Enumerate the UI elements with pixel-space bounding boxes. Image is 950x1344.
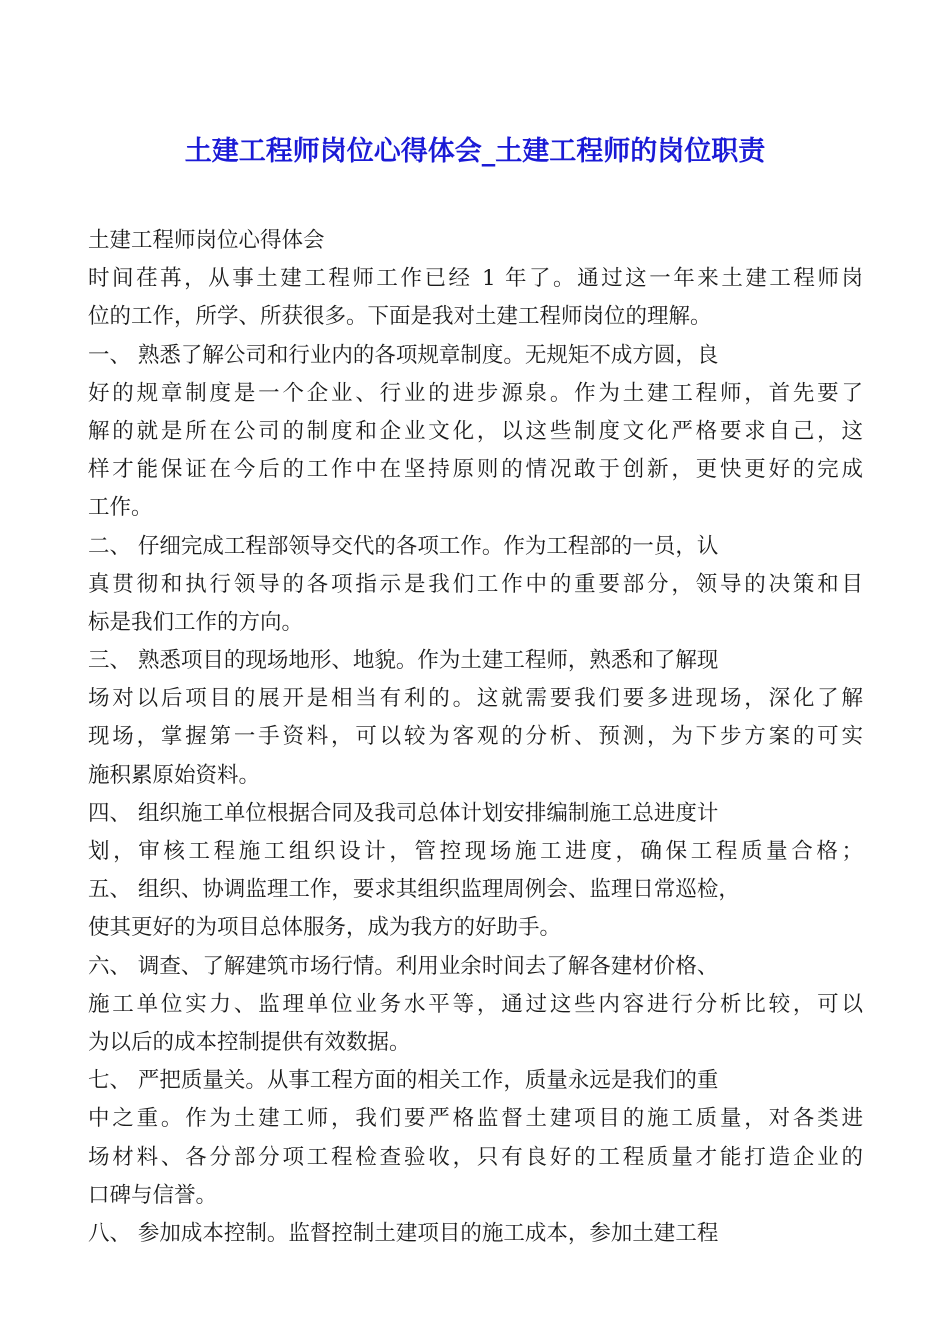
text-line: 使其更好的为项目总体服务，成为我方的好助手。: [88, 915, 562, 941]
text-line: 一、 熟悉了解公司和行业内的各项规章制度。无规矩不成方圆，良: [88, 342, 719, 368]
text-line: 六、 调查、了解建筑市场行情。利用业余时间去了解各建材价格、: [88, 953, 719, 979]
text-line: 标是我们工作的方向。: [88, 609, 304, 635]
text-line: 二、 仔细完成工程部领导交代的各项工作。作为工程部的一员，认: [88, 533, 719, 559]
text-line: 三、 熟悉项目的现场地形、地貌。作为土建工程师，熟悉和了解现: [88, 648, 719, 674]
text-line: 工作。: [88, 495, 153, 521]
text-line: 解的就是所在公司的制度和企业文化，以这些制度文化严格要求自己，这: [88, 418, 863, 444]
text-line: 划，审核工程施工组织设计，管控现场施工进度，确保工程质量合格；: [88, 839, 863, 864]
text-line: 真贯彻和执行领导的各项指示是我们工作中的重要部分，领导的决策和目: [88, 571, 863, 597]
text-line: 中之重。作为土建工师，我们要严格监督土建项目的施工质量，对各类进: [88, 1106, 863, 1132]
text-line: 土建工程师岗位心得体会: [88, 228, 325, 253]
text-line: 为以后的成本控制提供有效数据。: [88, 1029, 411, 1055]
text-line: 样才能保证在今后的工作中在坚持原则的情况敢于创新，更快更好的完成: [88, 457, 863, 483]
text-line: 施积累原始资料。: [88, 762, 261, 788]
text-line: 五、 组织、协调监理工作，要求其组织监理周例会、监理日常巡检，: [88, 877, 740, 903]
text-line: 时间荏苒，从事土建工程师工作已经 1 年了。通过这一年来土建工程师岗: [88, 266, 863, 292]
text-line: 场对以后项目的展开是相当有利的。这就需要我们要多进现场，深化了解: [88, 686, 863, 712]
text-line: 位的工作，所学、所获很多。下面是我对土建工程师岗位的理解。: [88, 304, 712, 330]
text-line: 七、 严把质量关。从事工程方面的相关工作，质量永远是我们的重: [88, 1068, 719, 1094]
text-line: 八、 参加成本控制。监督控制土建项目的施工成本，参加土建工程: [88, 1220, 719, 1246]
text-line: 口碑与信誉。: [88, 1182, 218, 1208]
document-title: 土建工程师岗位心得体会_土建工程师的岗位职责: [184, 136, 766, 167]
text-line: 施工单位实力、监理单位业务水平等，通过这些内容进行分析比较，可以: [88, 991, 863, 1017]
text-line: 场材料、各分部分项工程检查验收，只有良好的工程质量才能打造企业的: [88, 1144, 863, 1170]
text-line: 好的规章制度是一个企业、行业的进步源泉。作为土建工程师，首先要了: [88, 380, 863, 406]
text-line: 现场，掌握第一手资料，可以较为客观的分析、预测，为下步方案的可实: [88, 724, 863, 750]
document-body: [88, 222, 863, 1253]
text-line: 四、 组织施工单位根据合同及我司总体计划安排编制施工总进度计: [88, 800, 719, 826]
